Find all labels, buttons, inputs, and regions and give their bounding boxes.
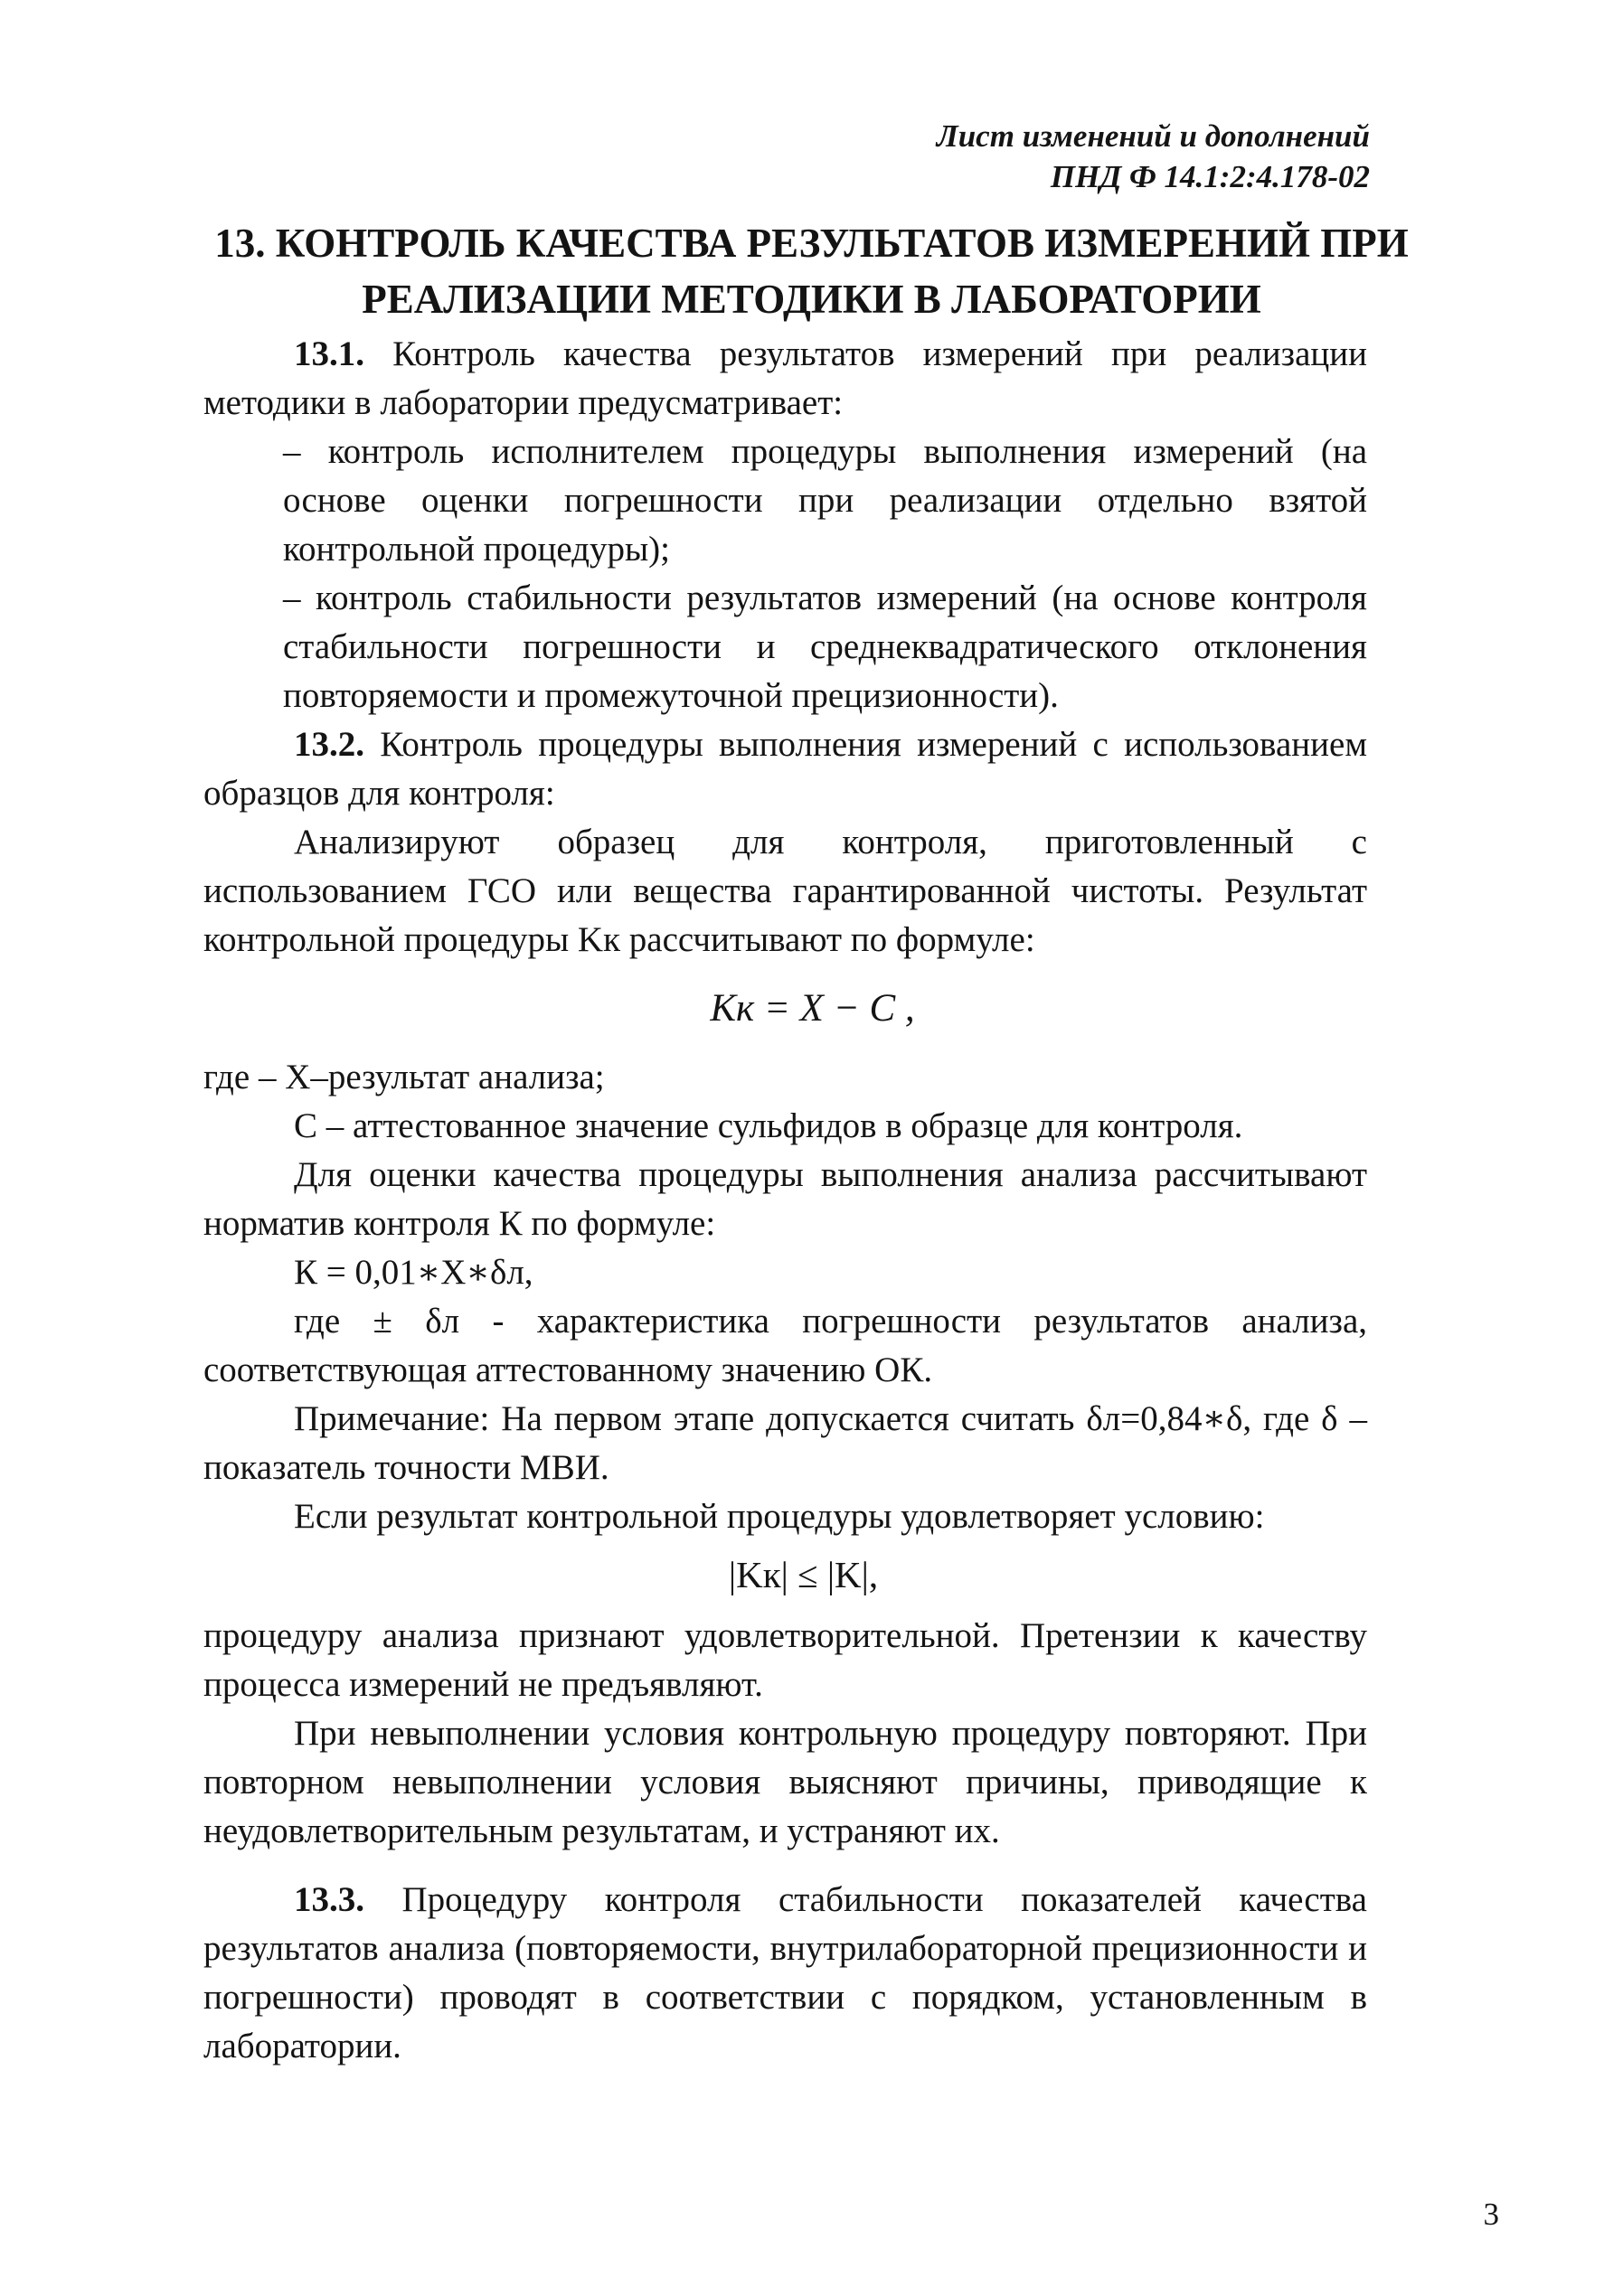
document-header [937, 116, 1370, 197]
section-title-line1: 13. КОНТРОЛЬ КАЧЕСТВА РЕЗУЛЬТАТОВ ИЗМЕРЕНИЙ ПРИ [214, 221, 1409, 266]
paragraph-analysis: Анализируют образец для контроля, приготовленный с использованием ГСО или вещества гарантированной чистоты. Результат контрольной процедуры Kк рассчитывают по формуле: [203, 823, 1367, 959]
paragraph-repeat: При невыполнении условия контрольную процедуру повторяют. При повторном невыполнении условия выясняют причины, приводящие к неудовлетворительным результатам, и устраняют их. [203, 1714, 1367, 1850]
header-document-code: ПНД Ф 14.1:2:4.178-02 [1050, 159, 1370, 194]
list-item-1: – контроль исполнителем процедуры выполнения измерений (на основе оценки погрешности при реализации отдельно взятой контрольной процедуры); [283, 432, 1367, 569]
list-item-2: – контроль стабильности результатов измерений (на основе контроля стабильности погрешности и среднеквадратического отклонения повторяемости и промежуточной прецизионности). [283, 579, 1367, 715]
note-paragraph: Примечание: На первом этапе допускается считать δл=0,84∗δ, где δ – показатель точности МВИ. [203, 1399, 1367, 1487]
spacer [203, 1856, 1367, 1876]
document-body [203, 330, 1367, 2071]
section-title-line2: РЕАЛИЗАЦИИ МЕТОДИКИ В ЛАБОРАТОРИИ [362, 277, 1261, 322]
formula-kk: Kк = X − C , [710, 987, 915, 1030]
paragraph-satisfactory: процедуру анализа признают удовлетворительной. Претензии к качеству процесса измерений не предъявляют. [203, 1616, 1367, 1704]
where-delta: где ± δл - характеристика погрешности результатов анализа, соответствующая аттестованному значению ОК. [203, 1302, 1367, 1389]
where-result: где – Х–результат анализа; [203, 1058, 605, 1096]
paragraph-13-3 [203, 1876, 1367, 2071]
paragraph-13-1 [203, 330, 1367, 428]
clause-number-13-1: 13.1. [294, 334, 364, 373]
paragraph-13-3-text: Процедуру контроля стабильности показателей качества результатов анализа (повторяемости, внутрилабораторной прецизионности и погрешности) проводят в соответствии с порядком, установленным в лаборатории. [203, 1880, 1367, 2065]
page-number: 3 [1483, 2197, 1499, 2232]
paragraph-condition: Если результат контрольной процедуры удовлетворяет условию: [294, 1497, 1265, 1536]
header-sheet-title: Лист изменений и дополнений [936, 118, 1370, 154]
paragraph-13-2-text: Контроль процедуры выполнения измерений с использованием образцов для контроля: [203, 725, 1367, 813]
clause-number-13-3: 13.3. [294, 1880, 364, 1919]
paragraph-13-2 [203, 720, 1367, 818]
formula-k: К = 0,01∗Х∗δл, [294, 1253, 533, 1292]
paragraph-norm: Для оценки качества процедуры выполнения анализа рассчитывают норматив контроля К по формуле: [203, 1155, 1367, 1243]
formula-condition: |Kк| ≤ |K|, [728, 1554, 879, 1595]
section-title [203, 215, 1420, 327]
where-certified-value: С – аттестованное значение сульфидов в образце для контроля. [294, 1106, 1243, 1145]
clause-number-13-2: 13.2. [294, 725, 364, 764]
paragraph-13-1-text: Контроль качества результатов измерений при реализации методики в лаборатории предусматривает: [203, 334, 1367, 422]
